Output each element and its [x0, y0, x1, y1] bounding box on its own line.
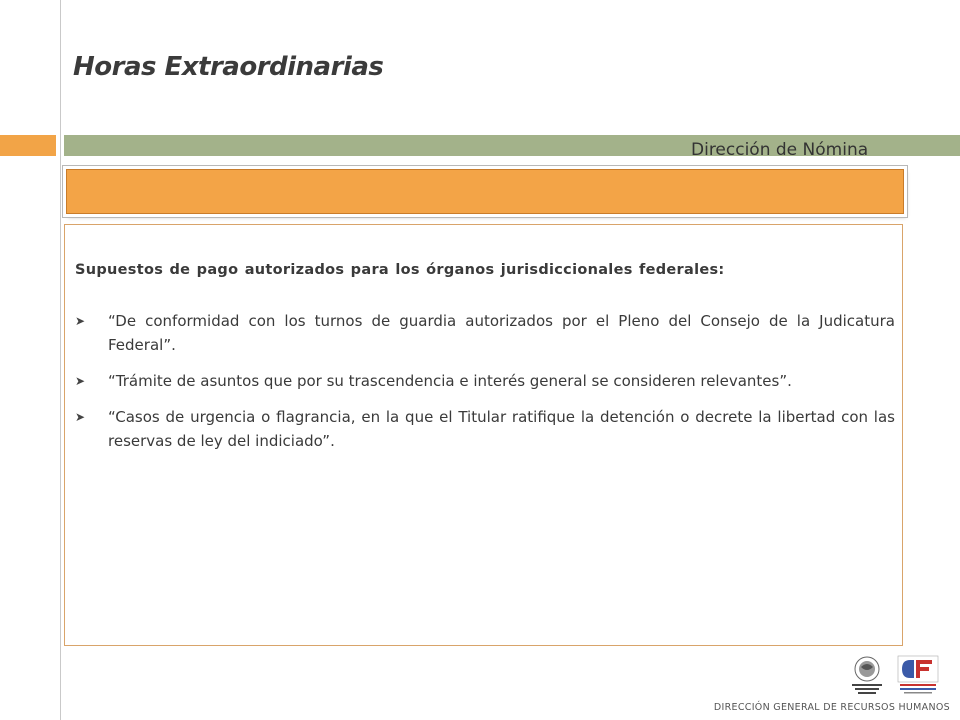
accent-bar-orange	[0, 135, 56, 156]
arrow-bullet-icon: ➤	[75, 410, 86, 424]
mexican-eagle-emblem-icon	[848, 655, 886, 695]
list-item	[75, 309, 895, 357]
list-item	[75, 369, 895, 393]
list-item-text: “Casos de urgencia o flagrancia, en la que el Titular ratifique la detención o decrete la libertad con las reservas de ley del indiciado”.	[108, 408, 895, 450]
page-title: Horas Extraordinarias	[73, 52, 384, 82]
arrow-bullet-icon: ➤	[75, 374, 86, 388]
footer-logos	[848, 655, 944, 697]
section-subtitle: Dirección de Nómina	[691, 140, 869, 160]
content-heading: Supuestos de pago autorizados para los órganos jurisdiccionales federales:	[75, 262, 725, 278]
bullet-list	[75, 309, 895, 465]
list-item-text: “De conformidad con los turnos de guardia autorizados por el Pleno del Consejo de la Judicatura Federal”.	[108, 312, 895, 354]
cjf-logo-icon	[896, 655, 942, 695]
list-item	[75, 405, 895, 453]
content-box	[64, 224, 903, 646]
vertical-divider-line	[60, 0, 61, 720]
list-item-text: “Trámite de asuntos que por su trascendencia e interés general se consideren relevantes”.	[108, 372, 792, 390]
arrow-bullet-icon: ➤	[75, 314, 86, 328]
orange-banner	[66, 169, 904, 214]
footer-text: DIRECCIÓN GENERAL DE RECURSOS HUMANOS	[713, 702, 950, 713]
